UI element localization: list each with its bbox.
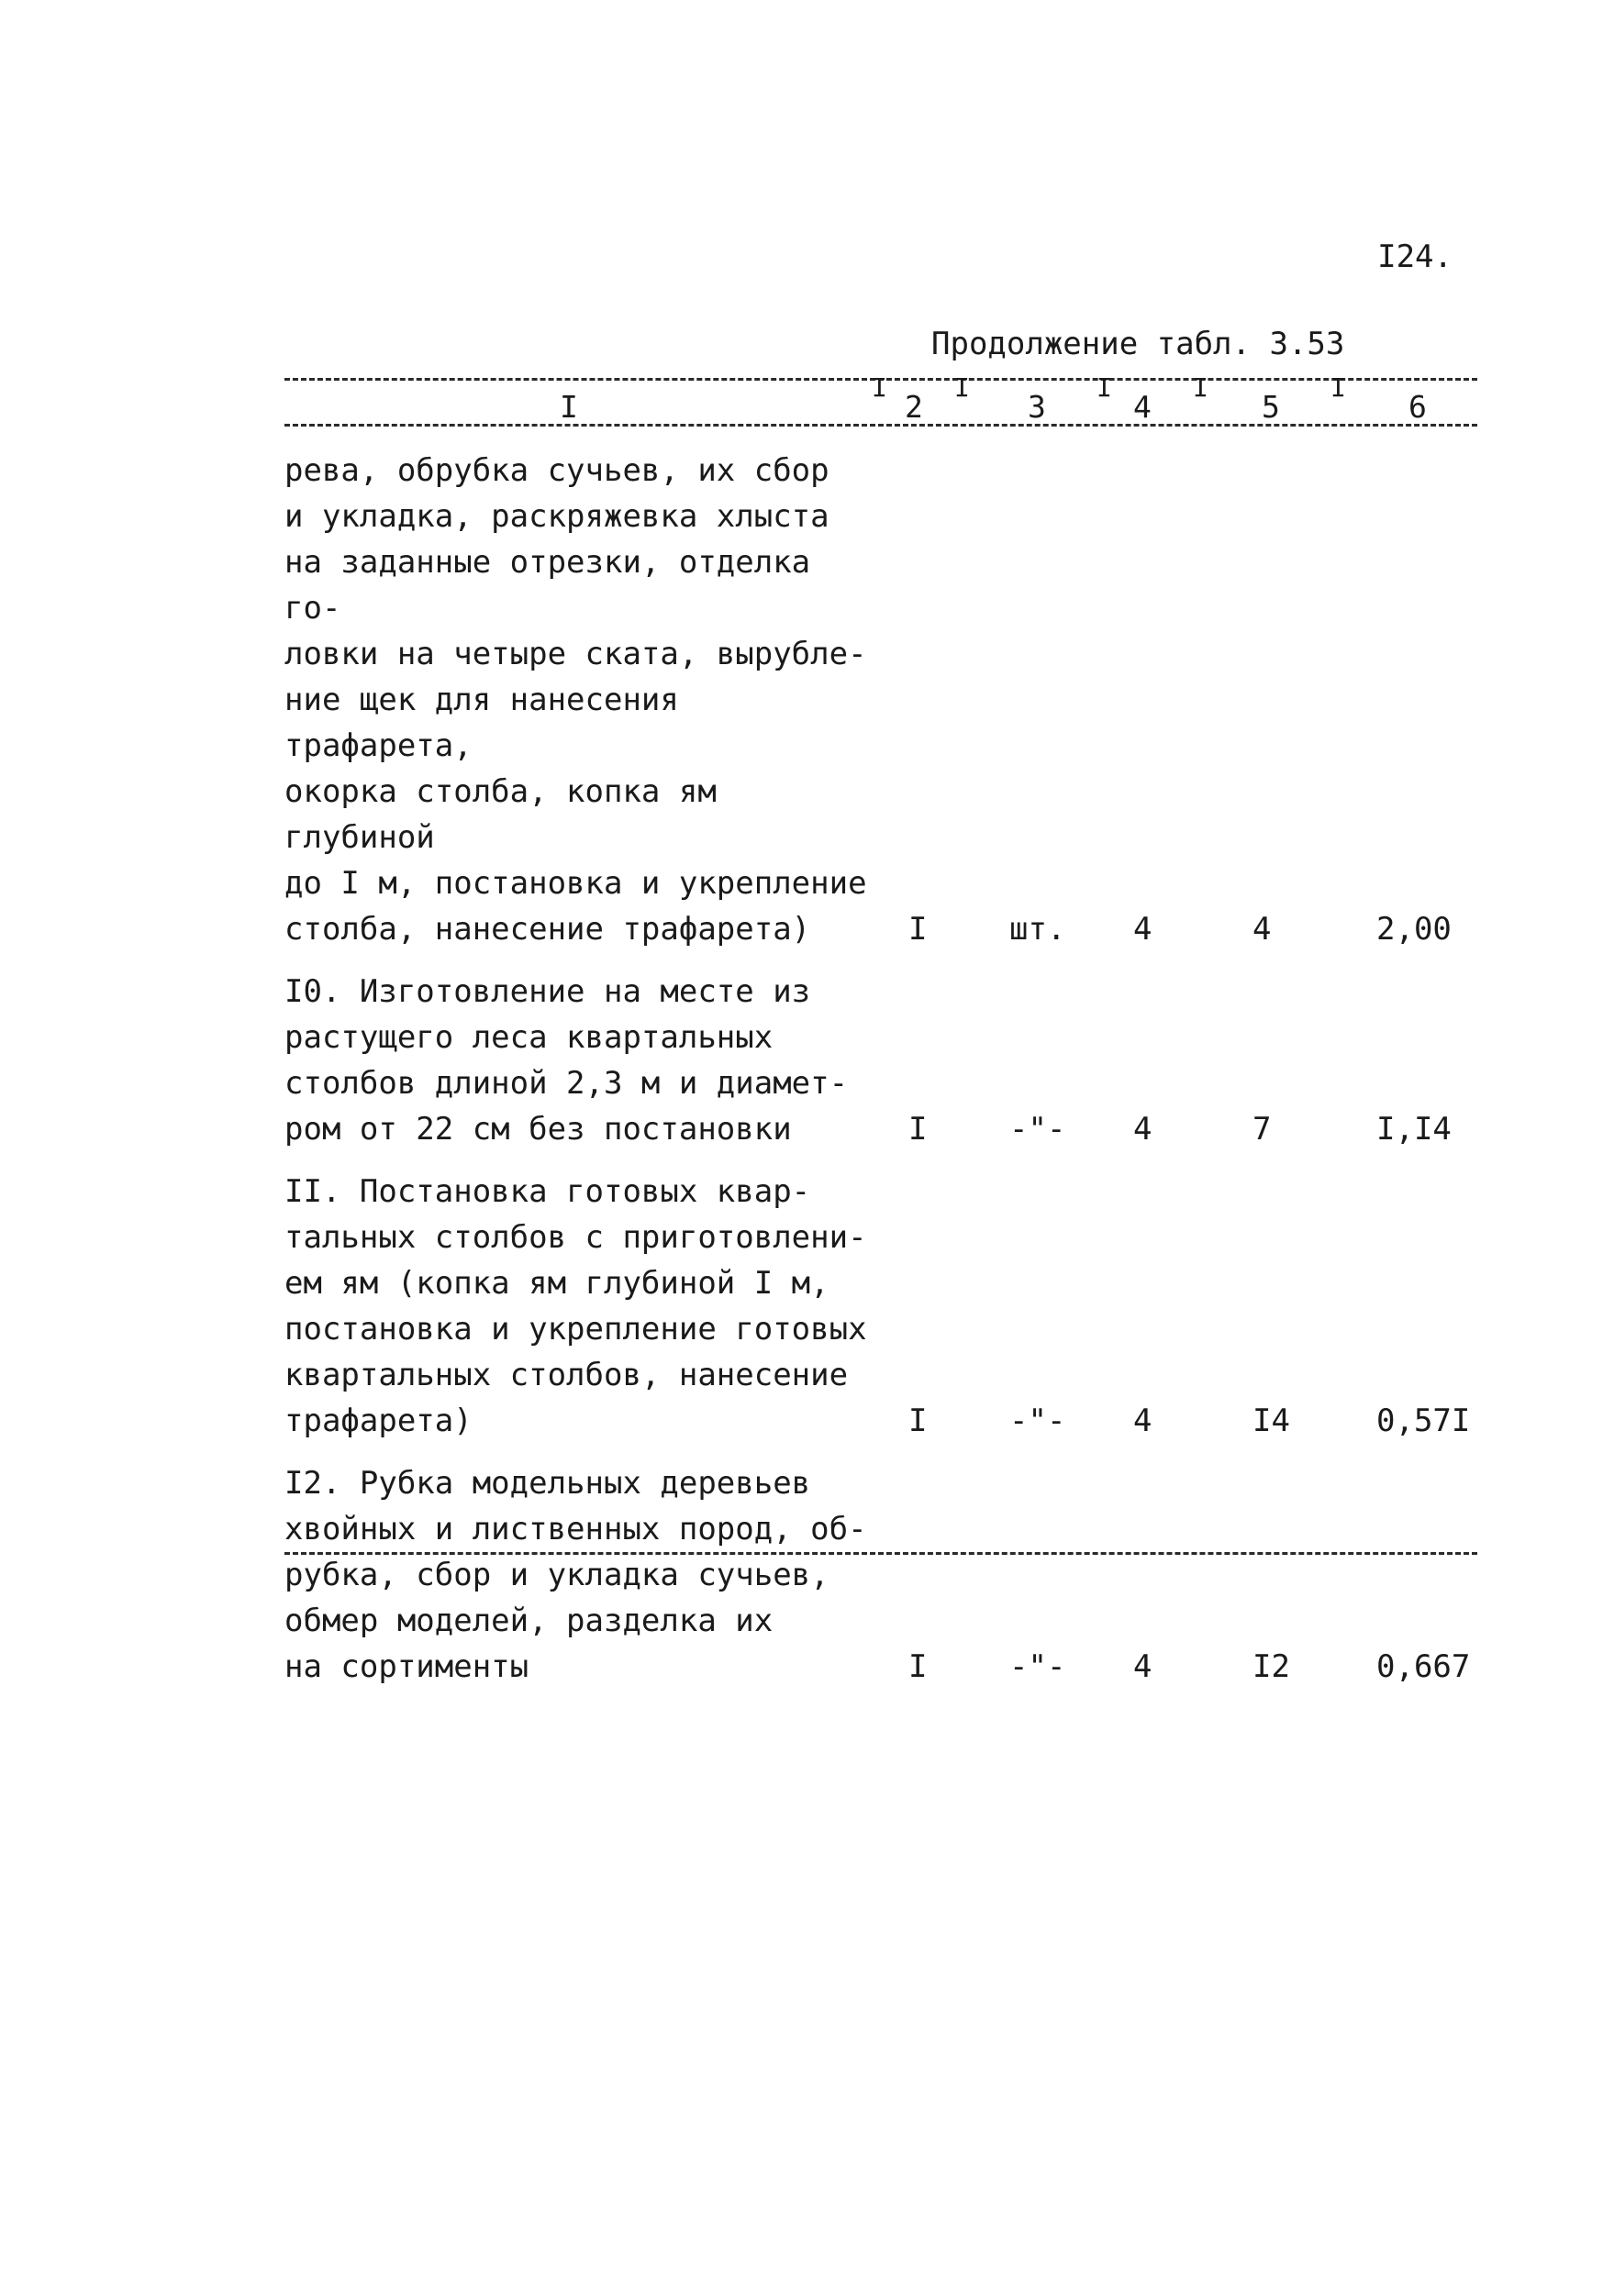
row-col-3: -"-	[1009, 1403, 1066, 1439]
header-col-1: I	[560, 389, 578, 425]
table-row	[284, 1460, 1477, 1690]
header-separator: I	[1330, 372, 1346, 403]
row-description: рева, обрубка сучьев, их сбор и укладка, раскряжевка хлыста на заданные отрезки, отделка го- ловки на четыре ската, вырубле- ние щек для нанесения трафарета, окорка столба, копка ям глубиной до I м, постановка и укрепление столба, нанесение трафарета)	[284, 452, 867, 948]
row-col-5: I4	[1252, 1403, 1290, 1439]
header-col-2: 2	[905, 389, 923, 425]
header-separator: I	[1096, 372, 1112, 403]
header-separator: I	[954, 372, 970, 403]
table-row	[284, 969, 1477, 1152]
row-description: II. Постановка готовых квар- тальных столбов с приготовлени- ем ям (копка ям глубиной I м, постановка и укрепление готовых квартальных столбов, нанесение трафарета)	[284, 1173, 867, 1439]
table-header-rule	[284, 424, 1477, 427]
row-col-3: -"-	[1009, 1111, 1066, 1148]
row-col-5: 7	[1252, 1111, 1272, 1148]
header-separator: I	[1193, 372, 1208, 403]
table-header	[284, 372, 1477, 429]
header-col-6: 6	[1408, 389, 1427, 425]
table-caption: Продолжение табл. 3.53	[931, 326, 1345, 362]
row-col-2: I	[908, 911, 928, 948]
row-description: I0. Изготовление на месте из растущего леса квартальных столбов длиной 2,3 м и диамет- ром от 22 см без постановки	[284, 973, 849, 1148]
header-separator: I	[872, 372, 887, 403]
row-col-6: 2,00	[1376, 911, 1452, 948]
row-col-5: I2	[1252, 1648, 1290, 1685]
row-col-3: шт.	[1009, 911, 1066, 948]
header-col-5: 5	[1262, 389, 1280, 425]
table-row	[284, 448, 1477, 952]
row-col-3: -"-	[1009, 1648, 1066, 1685]
row-col-6: 0,667	[1376, 1648, 1471, 1685]
header-col-4: 4	[1133, 389, 1152, 425]
row-col-5: 4	[1252, 911, 1272, 948]
row-col-4: 4	[1133, 911, 1152, 948]
header-col-3: 3	[1028, 389, 1046, 425]
row-col-4: 4	[1133, 1403, 1152, 1439]
row-col-4: 4	[1133, 1648, 1152, 1685]
row-description: I2. Рубка модельных деревьев хвойных и лиственных пород, об- рубка, сбор и укладка сучьев, обмер моделей, разделка их на сортименты	[284, 1465, 867, 1685]
row-col-4: 4	[1133, 1111, 1152, 1148]
row-col-2: I	[908, 1111, 928, 1148]
page-number: I24.	[1377, 238, 1453, 275]
table-row	[284, 1169, 1477, 1444]
row-col-2: I	[908, 1403, 928, 1439]
row-col-6: 0,57I	[1376, 1403, 1471, 1439]
table-bottom-rule	[284, 1552, 1477, 1555]
table-body	[284, 448, 1477, 1706]
row-col-2: I	[908, 1648, 928, 1685]
row-col-6: I,I4	[1376, 1111, 1452, 1148]
